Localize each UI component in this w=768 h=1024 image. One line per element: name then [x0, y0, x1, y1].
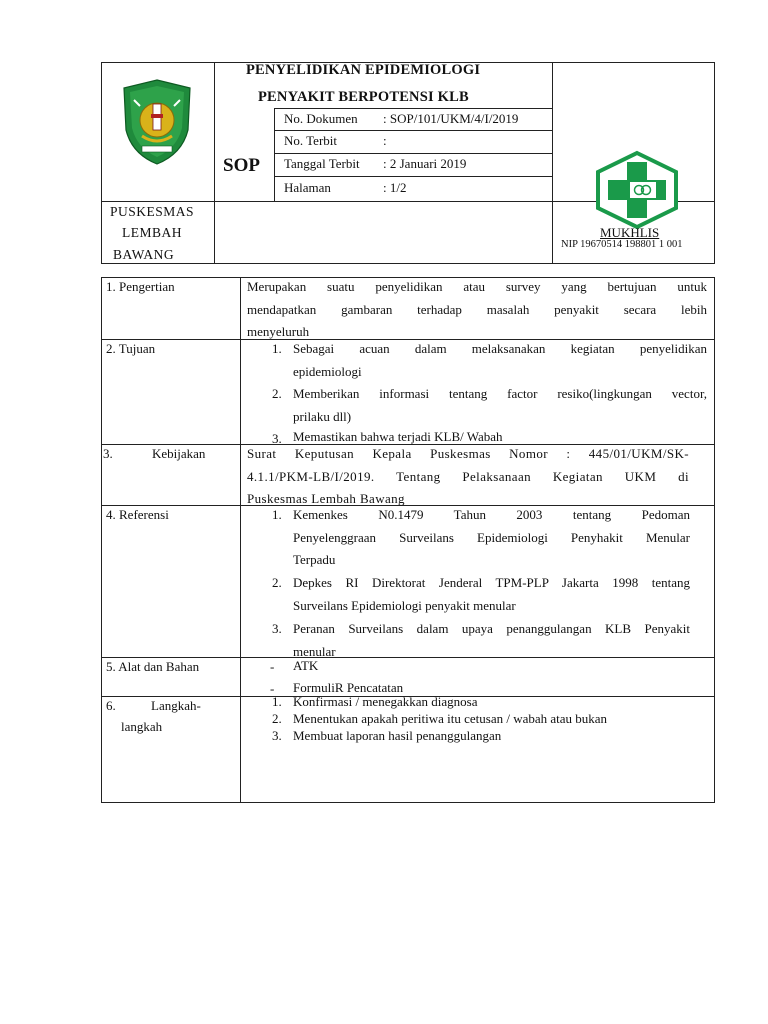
kebijakan-line: Puskesmas Lembah Bawang	[247, 491, 405, 506]
list-item-line: epidemiologi	[293, 363, 362, 379]
header-divider-2	[274, 108, 275, 201]
section-label-langkah: Langkah-	[151, 698, 201, 713]
pengertian-text	[247, 276, 707, 344]
header-divider-3b	[552, 202, 553, 264]
list-item	[293, 338, 707, 383]
list-item-line: Memberikan informasi tentang factor resiko(lingkungan vector,	[293, 386, 707, 401]
list-number: 2.	[272, 575, 282, 590]
list-item-line: Sebagai acuan dalam melaksanakan kegiatan penyelidikan	[293, 341, 707, 356]
list-item-line: prilaku dll)	[293, 408, 352, 424]
list-bullet: -	[270, 659, 275, 674]
list-item: Memastikan bahwa terjadi KLB/ Wabah	[293, 429, 503, 444]
kebijakan-line: Surat Keputusan Kepala Puskesmas Nomor : 445/01/UKM/SK-	[247, 446, 689, 461]
kebijakan-line: 4.1.1/PKM-LB/I/2019. Tentang Pelaksanaan Kegiatan UKM di	[247, 468, 689, 484]
list-number: 3.	[272, 728, 282, 743]
document-title-line-2: PENYAKIT BERPOTENSI KLB	[258, 89, 469, 105]
list-number: 1.	[272, 694, 282, 709]
body-border-right	[714, 277, 715, 803]
section-label-langkah-num: 6.	[106, 698, 116, 713]
list-item-line: Terpadu	[293, 552, 336, 567]
puskesmas-logo-icon	[594, 150, 680, 230]
org-name-line-3: BAWANG	[113, 247, 175, 262]
list-item-line: Peranan Surveilans dalam upaya penanggulangan KLB Penyakit	[293, 621, 690, 636]
list-item: Konfirmasi / menegakkan diagnosa	[293, 694, 478, 709]
meta-label-no-terbit: No. Terbit	[284, 133, 338, 148]
org-name-line-1: PUSKESMAS	[110, 204, 195, 219]
list-number: 3.	[272, 431, 282, 446]
list-item	[293, 504, 690, 572]
meta-label-halaman: Halaman	[284, 180, 331, 195]
list-number: 1.	[272, 507, 282, 522]
list-item: ATK	[293, 658, 319, 673]
meta-value-no-dokumen: : SOP/101/UKM/4/I/2019	[383, 111, 519, 126]
meta-value-tanggal-terbit: : 2 Januari 2019	[383, 156, 467, 171]
list-number: 1.	[272, 341, 282, 356]
meta-value-halaman: : 1/2	[383, 180, 407, 195]
list-item: Menentukan apakah peritiwa itu cetusan / wabah atau bukan	[293, 711, 608, 726]
section-label-referensi: 4. Referensi	[106, 507, 169, 522]
pengertian-line: menyeluruh	[247, 324, 310, 339]
header-divider-3	[552, 62, 553, 201]
body-border-left	[101, 277, 102, 803]
sop-label: SOP	[223, 155, 260, 176]
section-label-pengertian: 1. Pengertian	[106, 279, 175, 294]
signer-name: MUKHLIS	[600, 225, 660, 240]
list-number: 2.	[272, 711, 282, 726]
document-title-line-1: PENYELIDIKAN EPIDEMIOLOGI	[246, 62, 481, 78]
meta-label-tanggal-terbit: Tanggal Terbit	[284, 156, 360, 171]
body-column-divider	[240, 277, 241, 803]
list-bullet: -	[270, 681, 275, 696]
list-number: 2.	[272, 386, 282, 401]
header-divider-1	[214, 62, 215, 264]
section-label-kebijakan-num: 3.	[103, 446, 113, 461]
regional-logo-icon	[120, 78, 194, 166]
header-border-left	[101, 62, 102, 264]
signer-nip: NIP 19670514 198801 1 001	[561, 239, 683, 250]
list-item	[293, 618, 690, 663]
list-item	[293, 572, 690, 617]
section-label-langkah-2: langkah	[121, 719, 163, 734]
list-item	[293, 383, 707, 428]
meta-label-no-dokumen: No. Dokumen	[284, 111, 358, 126]
list-item-line: Surveilans Epidemiologi penyakit menular	[293, 597, 516, 613]
org-name-line-2: LEMBAH	[122, 225, 182, 240]
list-item: FormuliR Pencatatan	[293, 680, 404, 695]
header-border-bottom	[101, 263, 714, 264]
header-border-right	[714, 62, 715, 264]
section-label-tujuan: 2. Tujuan	[106, 341, 156, 356]
list-number: 3.	[272, 621, 282, 636]
list-item-line: menular	[293, 643, 336, 659]
list-item-line: Penyelenggraan Surveilans Epidemiologi Penyhakit Menular	[293, 529, 690, 545]
meta-value-no-terbit: :	[383, 133, 387, 148]
list-item-line: Depkes RI Direktorat Jenderal TPM-PLP Jakarta 1998 tentang	[293, 575, 690, 590]
section-label-kebijakan: Kebijakan	[152, 446, 206, 461]
pengertian-line: Merupakan suatu penyelidikan atau survey yang bertujuan untuk	[247, 279, 707, 294]
kebijakan-text	[247, 443, 689, 511]
body-border-bottom	[101, 802, 714, 803]
section-label-alat-bahan: 5. Alat dan Bahan	[106, 659, 200, 674]
list-item: Membuat laporan hasil penanggulangan	[293, 728, 502, 743]
list-item-line: Kemenkes N0.1479 Tahun 2003 tentang Pedoman	[293, 507, 690, 522]
pengertian-line: mendapatkan gambaran terhadap masalah penyakit secara lebih	[247, 301, 707, 317]
